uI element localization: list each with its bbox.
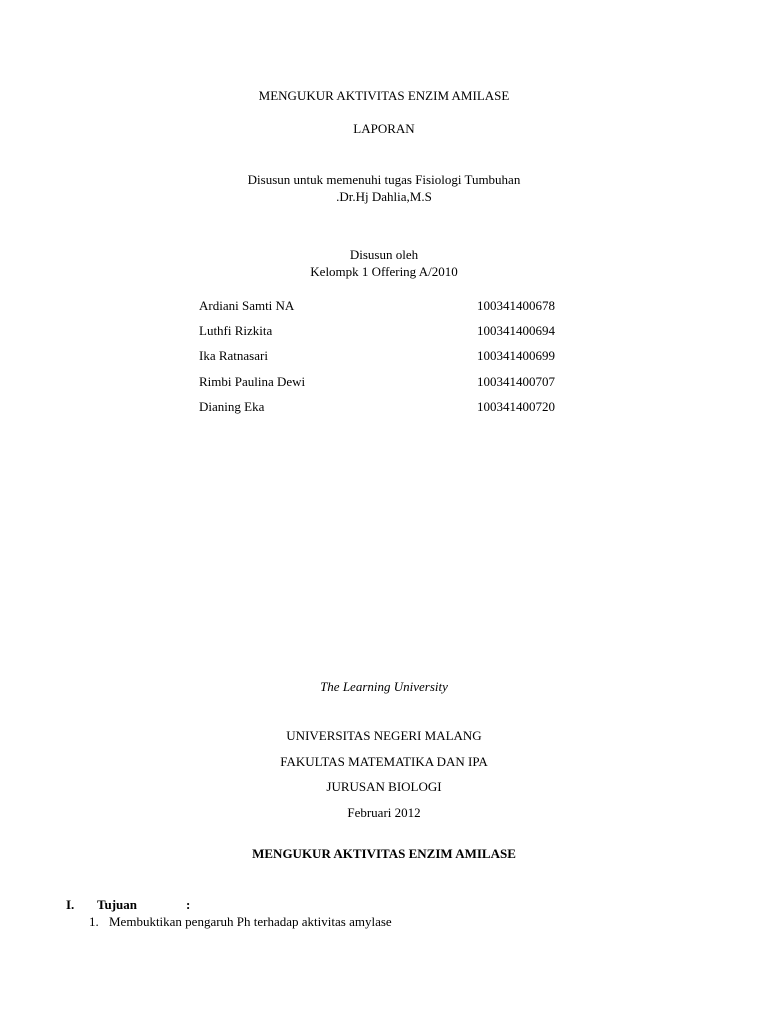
- member-id: 100341400699: [477, 348, 555, 363]
- group-name: Kelompk 1 Offering A/2010: [310, 264, 458, 279]
- member-name: Ardiani Samti NA: [199, 298, 295, 313]
- university-name: UNIVERSITAS NEGERI MALANG: [286, 728, 482, 743]
- member-name: Luthfi Rizkita: [199, 323, 273, 338]
- section-colon: :: [186, 897, 191, 912]
- member-id: 100341400694: [477, 323, 555, 338]
- list-item-number: 1.: [89, 914, 99, 929]
- document-type: LAPORAN: [353, 121, 415, 136]
- lecturer-name: .Dr.Hj Dahlia,M.S: [336, 189, 432, 204]
- faculty-name: FAKULTAS MATEMATIKA DAN IPA: [280, 754, 488, 769]
- list-item-text: Membuktikan pengaruh Ph terhadap aktivitas amylase: [109, 914, 392, 929]
- department-name: JURUSAN BIOLOGI: [326, 779, 442, 794]
- member-name: Ika Ratnasari: [199, 348, 268, 363]
- member-name: Dianing Eka: [199, 399, 265, 414]
- purpose-text: Disusun untuk memenuhi tugas Fisiologi Tumbuhan: [247, 172, 521, 187]
- report-date: Februari 2012: [347, 805, 421, 820]
- member-id: 100341400678: [477, 298, 555, 313]
- member-id: 100341400707: [477, 374, 555, 389]
- report-title: MENGUKUR AKTIVITAS ENZIM AMILASE: [258, 88, 510, 103]
- section-number: I.: [66, 897, 75, 912]
- member-name: Rimbi Paulina Dewi: [199, 374, 306, 389]
- compiled-by: Disusun oleh: [349, 247, 419, 262]
- university-motto: The Learning University: [320, 679, 448, 694]
- member-id: 100341400720: [477, 399, 555, 414]
- section-title: Tujuan: [97, 897, 137, 912]
- section-heading: MENGUKUR AKTIVITAS ENZIM AMILASE: [252, 846, 516, 861]
